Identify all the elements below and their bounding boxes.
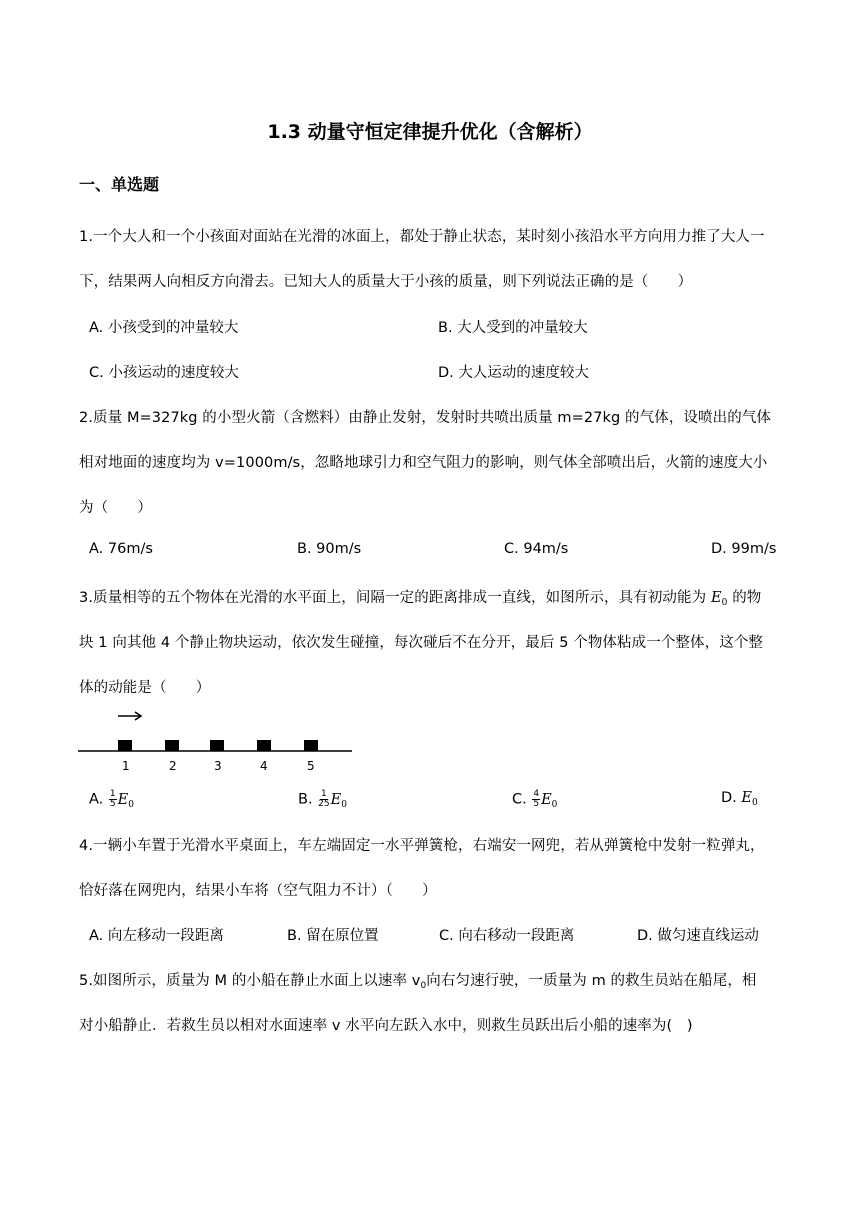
page-title: 1.3 动量守恒定律提升优化（含解析） — [267, 121, 593, 143]
question-4-option-d[interactable]: D. 做匀速直线运动 — [637, 928, 759, 944]
question-1-option-d[interactable]: D. 大人运动的速度较大 — [438, 365, 589, 381]
question-2-option-d[interactable]: D. 99m/s — [711, 541, 777, 557]
question-3-line-1 — [79, 586, 761, 608]
e0-symbol: $E_0$ — [710, 590, 728, 608]
block-label-4: 4 — [260, 759, 268, 773]
block-1 — [118, 740, 132, 751]
question-4-option-a[interactable]: A. 向左移动一段距离 — [89, 928, 224, 944]
v0-subscript: 0 — [420, 981, 427, 991]
block-2 — [165, 740, 179, 751]
block-4 — [257, 740, 271, 751]
velocity-arrow-icon — [118, 712, 141, 720]
block-label-2: 2 — [169, 759, 177, 773]
question-3-option-d[interactable]: D. $E_0$ — [721, 790, 758, 808]
question-4-option-b[interactable]: B. 留在原位置 — [287, 928, 379, 944]
question-3-option-a[interactable]: A. $\frac{1}{5}$ $E_0$ — [89, 789, 134, 810]
block-3 — [210, 740, 224, 751]
question-2-line-3: 为（ ） — [79, 500, 152, 516]
question-4-line-1: 4.一辆小车置于光滑水平桌面上，车左端固定一水平弹簧枪，右端安一网兜，若从弹簧枪中发射一粒弹丸， — [79, 838, 765, 854]
question-1-option-c[interactable]: C. 小孩运动的速度较大 — [89, 365, 239, 381]
block-label-5: 5 — [307, 759, 315, 773]
question-2-option-b[interactable]: B. 90m/s — [297, 541, 362, 557]
question-3-option-b[interactable]: B. $\frac{1}{25}$ $E_0$ — [298, 789, 347, 810]
e0-symbol: $E_0$ — [117, 791, 134, 810]
question-5-line-1: 5.如图所示，质量为 M 的小船在静止水面上以速率 $v_0$向右匀速行驶，一质量为 m 的救生员站在船尾，相 — [79, 973, 757, 991]
question-1-line-2: 下，结果两人向相反方向滑去。已知大人的质量大于小孩的质量，则下列说法正确的是（ ） — [79, 274, 693, 290]
question-4-line-2: 恰好落在网兜内，结果小车将（空气阻力不计）（ ） — [79, 883, 437, 899]
question-3-line-3: 体的动能是（ ） — [79, 680, 211, 696]
section-heading: 一、单选题 — [79, 175, 160, 194]
question-3-line-2: 块 1 向其他 4 个静止物块运动，依次发生碰撞，每次碰后不在分开，最后 5 个物体粘成一个整体，这个整 — [79, 635, 764, 651]
block-label-3: 3 — [214, 759, 222, 773]
question-2-line-1: 2.质量 M=327kg 的小型火箭（含燃料）由静止发射，发射时共喷出质量 m=27kg 的气体，设喷出的气体 — [79, 410, 772, 426]
e0-symbol: $E_0$ — [741, 790, 758, 808]
question-3-text-pre: 3.质量相等的五个物体在光滑的水平面上，间隔一定的距离排成一直线，如图所示，具有初动能为 — [79, 590, 707, 606]
question-1-option-b[interactable]: B. 大人受到的冲量较大 — [438, 320, 588, 336]
question-2-option-c[interactable]: C. 94m/s — [504, 541, 569, 557]
e0-symbol: $E_0$ — [541, 791, 558, 810]
question-2-line-2: 相对地面的速度均为 v=1000m/s，忽略地球引力和空气阻力的影响，则气体全部喷出后，火箭的速度大小 — [79, 455, 768, 471]
block-label-1: 1 — [122, 759, 130, 773]
question-1-option-a[interactable]: A. 小孩受到的冲量较大 — [89, 320, 239, 336]
block-5 — [304, 740, 318, 751]
question-5-line-2: 对小船静止．若救生员以相对水面速率 v 水平向左跃入水中，则救生员跃出后小船的速率为( ) — [79, 1018, 693, 1034]
question-3-text-post: 的物 — [732, 590, 762, 606]
question-3-option-c[interactable]: C. $\frac{4}{5}$ $E_0$ — [512, 789, 558, 810]
e0-symbol: $E_0$ — [330, 791, 347, 810]
question-4-option-c[interactable]: C. 向右移动一段距离 — [439, 928, 575, 944]
blocks-collision-figure — [78, 706, 358, 776]
question-2-option-a[interactable]: A. 76m/s — [89, 541, 153, 557]
question-1-line-1: 1.一个大人和一个小孩面对面站在光滑的冰面上，都处于静止状态，某时刻小孩沿水平方向用力推了大人一 — [79, 229, 765, 245]
